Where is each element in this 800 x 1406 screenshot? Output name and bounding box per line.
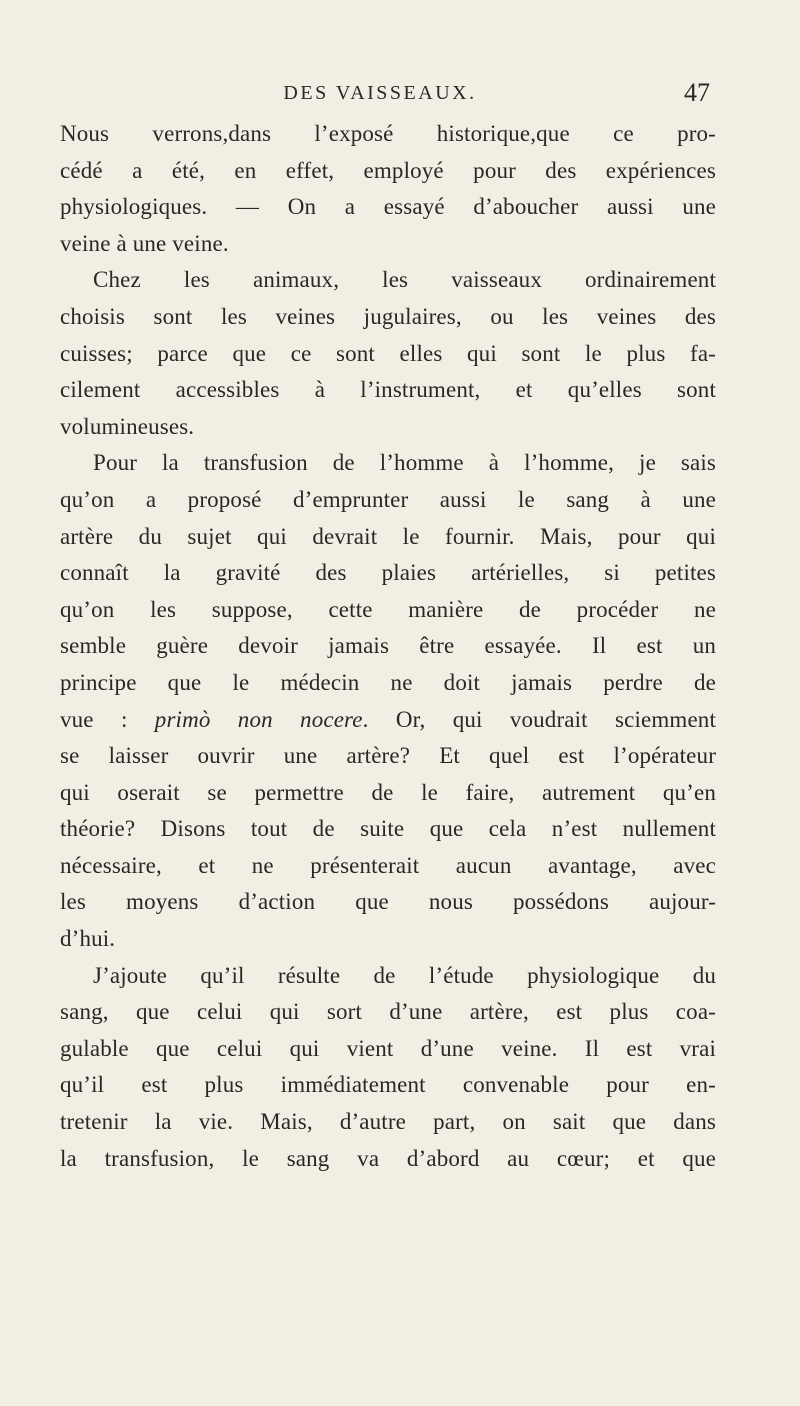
text-line: sang, que celui qui sort d’une artère, est plus coa- [60, 999, 716, 1025]
text-line: choisis sont les veines jugulaires, ou les veines des [60, 303, 716, 329]
running-head [50, 78, 710, 110]
text-line: la transfusion, le sang va d’abord au cœur; et que [60, 1145, 716, 1171]
text-line: nécessaire, et ne présenterait aucun avantage, avec [60, 852, 716, 878]
text-segment: vue : [60, 706, 155, 732]
text-segment: . Or, qui voudrait sciemment [362, 706, 716, 732]
text-line: volumineuses. [60, 413, 195, 439]
text-line: tretenir la vie. Mais, d’autre part, on sait que dans [60, 1109, 716, 1135]
text-line: veine à une veine. [60, 230, 229, 256]
body-text [60, 116, 716, 1177]
text-line: d’hui. [60, 926, 116, 952]
text-line [60, 702, 716, 739]
running-title: DES VAISSEAUX. [283, 82, 477, 104]
text-line: les moyens d’action que nous possédons aujour- [60, 889, 716, 915]
page-number: 47 [684, 78, 710, 107]
text-line: artère du sujet qui devrait le fournir. Mais, pour qui [60, 523, 716, 549]
latin-maxim: primò non nocere [154, 706, 363, 732]
text-line: cuisses; parce que ce sont elles qui sont le plus fa- [60, 340, 716, 366]
text-line: J’ajoute qu’il résulte de l’étude physiologique du [93, 962, 716, 988]
text-line: qu’on a proposé d’emprunter aussi le sang à une [60, 486, 716, 512]
text-line: qu’on les suppose, cette manière de procéder ne [60, 596, 716, 622]
text-line: Chez les animaux, les vaisseaux ordinairement [93, 267, 716, 293]
text-line: gulable que celui qui vient d’une veine. Il est vrai [60, 1035, 716, 1061]
text-line: principe que le médecin ne doit jamais perdre de [60, 669, 716, 695]
text-line: théorie? Disons tout de suite que cela n’est nullement [60, 816, 716, 842]
text-line: qui oserait se permettre de le faire, autrement qu’en [60, 779, 716, 805]
text-line: semble guère devoir jamais être essayée. Il est un [60, 633, 716, 659]
text-line: cédé a été, en effet, employé pour des expériences [60, 157, 716, 183]
text-line: cilement accessibles à l’instrument, et qu’elles sont [60, 377, 716, 403]
text-line: se laisser ouvrir une artère? Et quel est l’opérateur [60, 743, 716, 769]
text-line: Nous verrons,dans l’exposé historique,que ce pro- [60, 121, 716, 146]
text-line: qu’il est plus immédiatement convenable pour en- [60, 1072, 716, 1098]
text-line: connaît la gravité des plaies artérielles, si petites [60, 560, 716, 586]
text-line: physiologiques. — On a essayé d’aboucher aussi une [60, 194, 716, 220]
text-line: Pour la transfusion de l’homme à l’homme, je sais [93, 450, 716, 476]
